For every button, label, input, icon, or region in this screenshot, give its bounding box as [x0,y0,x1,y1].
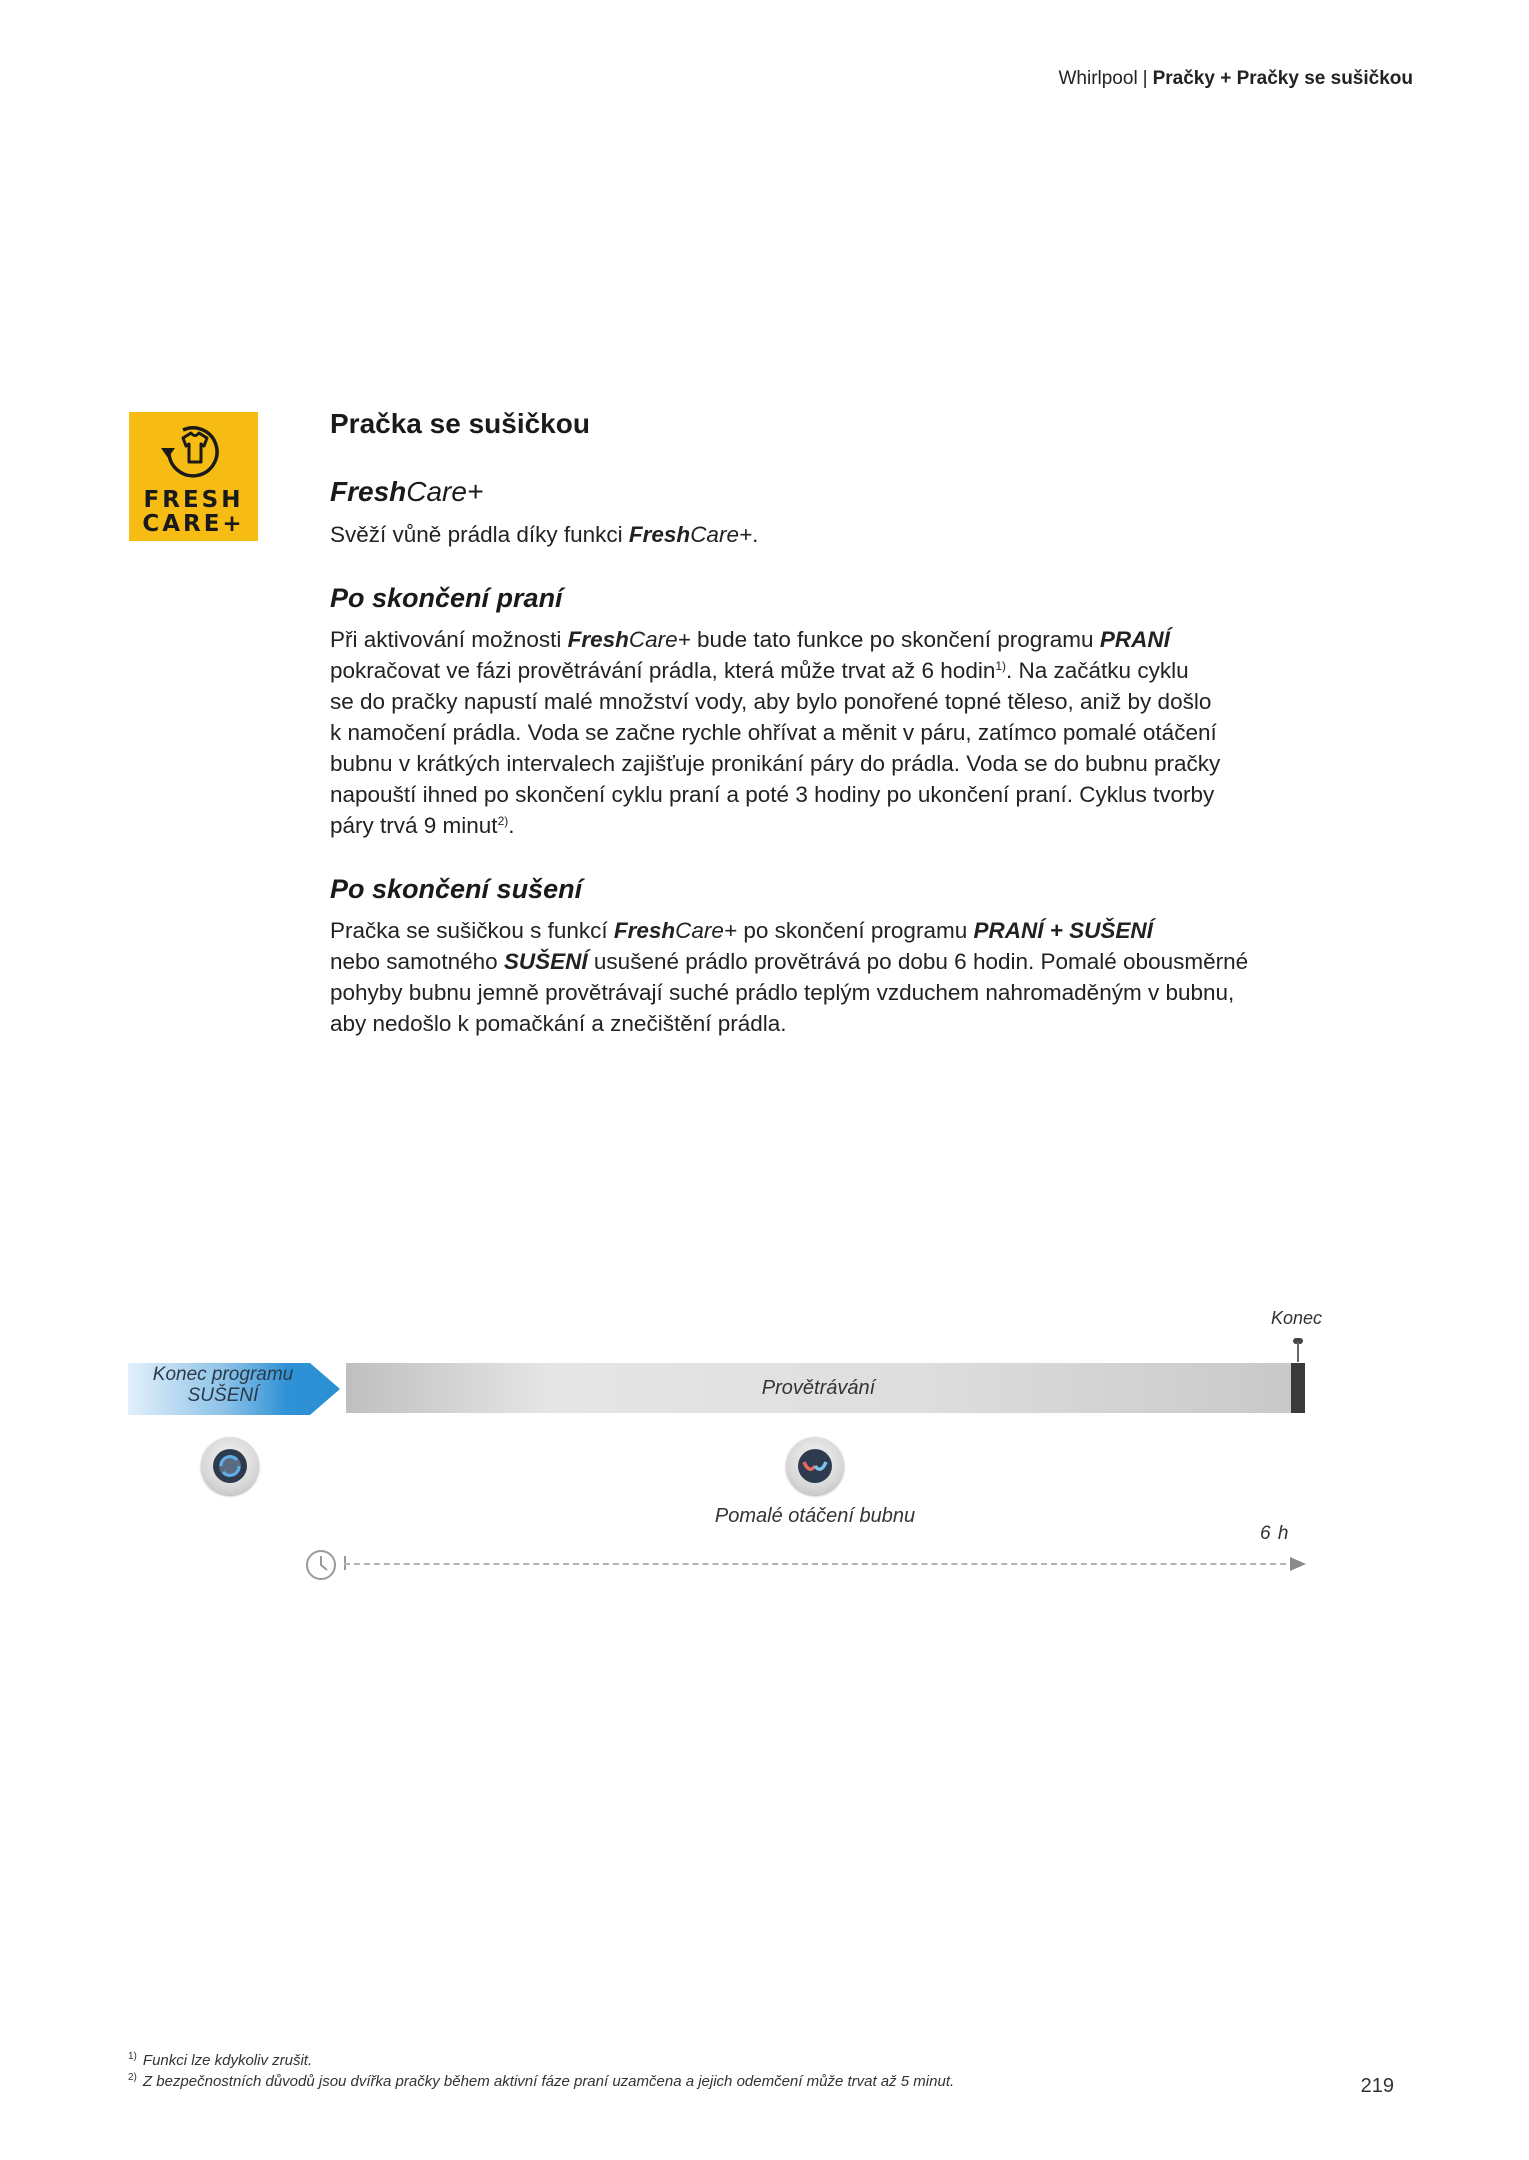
slow-rotation-icon [786,1437,844,1495]
drying-l1-a: Pračka se sušičkou s funkcí [330,918,614,943]
drying-heading: Po skončení sušení [330,874,583,904]
drying-program: PRANÍ + SUŠENÍ [973,918,1153,943]
time-axis-line [344,1563,1296,1565]
drying-l2-b: usušené prádlo provětrává po dobu 6 hodin. Pomalé obousměrné [587,949,1249,974]
timeline-start-label-1: Konec programu [152,1364,294,1385]
washing-l2-b: . Na začátku cyklu [1006,658,1189,683]
footnote-2-mark: 2) [128,2072,137,2083]
freshcare-text-a: Svěží vůně prádla díky funkci [330,522,629,547]
footnote-2 [128,2073,954,2090]
washing-line-7 [330,810,1310,841]
footnote-1-text: Funkci lze kdykoliv zrušit. [142,2052,313,2069]
freshcare-heading-bold: Fresh [330,476,407,507]
washing-line-6: napouští ihned po skončení cyklu praní a poté 3 hodiny po ukončení praní. Cyklus tvorby [330,782,1215,807]
freshcare-brand-italic: Care+ [690,522,753,547]
washing-l1-b: bude tato funkce po skončení programu [690,627,1100,652]
page-number: 219 [1360,2075,1394,2097]
freshcare-heading-italic: Care+ [406,476,484,507]
duration-label: 6 h [1260,1523,1290,1544]
washing-l1-a: Při aktivování možnosti [330,627,568,652]
freshcare-text [330,519,1310,550]
freshcare-plus-icon [129,412,258,541]
drying-paragraph [330,915,1310,1039]
clock-icon [304,1548,338,1582]
timeline-start-label-2: SUŠENÍ [187,1385,259,1406]
drying-line-1 [330,915,1310,946]
drying-line-2 [330,946,1310,977]
timeline-end-label: Konec [1271,1308,1323,1328]
time-axis-arrow [1290,1557,1306,1571]
header-separator: | [1142,68,1148,89]
footnote-ref-2: 2) [497,814,509,828]
washing-l2-a: pokračovat ve fázi provětrávání prádla, která může trvat až 6 hodin [330,658,996,683]
drying-brand-bold: Fresh [613,918,676,943]
slow-drum-icon [795,1446,835,1486]
washing-line-4: k namočení prádla. Voda se začne rychle ohřívat a měnit v páru, zatímco pomalé otáčení [330,720,1217,745]
drying-line-4: aby nedošlo k pomačkání a znečištění prádla. [330,1011,787,1036]
footnote-1-mark: 1) [128,2051,137,2062]
drum-icon [201,1437,259,1495]
washing-l7-b: . [508,813,515,838]
rotation-label: Pomalé otáčení bubnu [714,1505,916,1527]
washing-line-5: bubnu v krátkých intervalech zajišťuje pronikání páry do prádla. Voda se do bubnu pračky [330,751,1221,776]
washing-program: PRANÍ [1099,627,1170,652]
drying-program-2: SUŠENÍ [503,949,588,974]
footnote-2-text: Z bezpečnostních důvodů jsou dvířka pračky během aktivní fáze praní uzamčena a jejich odemčení může trvat až 5 minut. [142,2073,955,2090]
washing-line-2 [330,655,1310,686]
drying-l1-b: po skončení programu [737,918,974,943]
drying-line-3: pohyby bubnu jemně provětrávají suché prádlo teplým vzduchem nahromaděným v bubnu, [330,980,1235,1005]
washing-l7-a: páry trvá 9 minut [330,813,498,838]
page-title: Pračka se sušičkou [330,408,590,439]
header-section: Pračky + Pračky se sušičkou [1152,68,1413,89]
icon-text-care: CARE+ [142,511,245,537]
timeline-end-block [1291,1363,1305,1413]
washing-paragraph [330,624,1310,841]
washing-brand-italic: Care+ [628,627,691,652]
washing-line-3: se do pračky napustí malé množství vody, aby bylo ponořené topné těleso, aniž by došlo [330,689,1212,714]
washing-brand-bold: Fresh [567,627,629,652]
drying-brand-italic: Care+ [675,918,738,943]
freshcare-text-b: . [752,522,759,547]
washing-line-1 [330,624,1310,655]
header-brand: Whirlpool [1058,68,1138,89]
shirt-refresh-icon [153,418,233,480]
icon-text-fresh: FRESH [143,487,244,513]
washing-heading: Po skončení praní [330,583,563,613]
footnote-1 [128,2052,312,2069]
timeline-phase-label: Provětrávání [761,1377,876,1399]
page-header [1058,68,1413,90]
footnote-ref-1: 1) [995,659,1007,673]
timeline-start-label [128,1364,318,1406]
drying-l2-a: nebo samotného [330,949,504,974]
freshcare-heading [330,476,1310,508]
drum-rotation-icon [210,1446,250,1486]
end-marker-stem [1297,1342,1299,1362]
freshcare-brand-bold: Fresh [628,522,691,547]
